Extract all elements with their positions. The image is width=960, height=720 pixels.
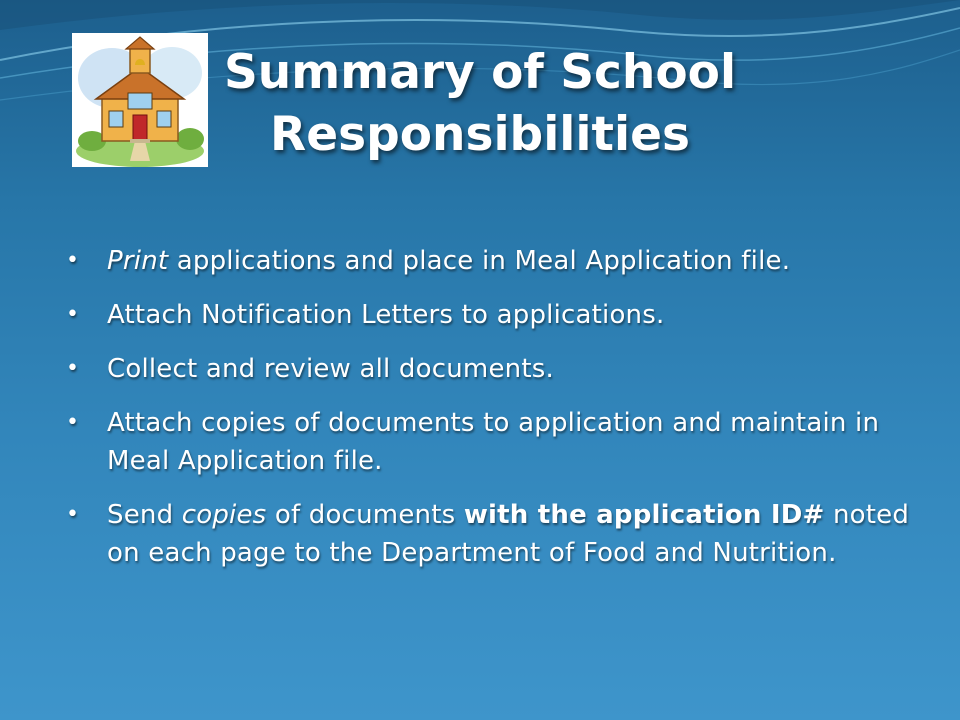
bullet-5-part-1: Send: [107, 500, 182, 530]
bullet-1-text: applications and place in Meal Application file.: [168, 246, 791, 276]
bullet-5-italic: copies: [181, 500, 267, 530]
bullet-4-text: Attach copies of documents to application and maintain in Meal Application file.: [107, 408, 880, 476]
title-line-1: Summary of School: [223, 45, 737, 100]
bullet-item: [64, 404, 914, 480]
bullet-item: [64, 242, 914, 280]
bullet-dot: •: [66, 356, 80, 381]
bullet-1-italic: Print: [107, 246, 169, 276]
bullet-3-text: Collect and review all documents.: [107, 354, 554, 384]
bullet-item: [64, 350, 914, 388]
slide-title: [215, 42, 745, 166]
bullet-dot: •: [66, 410, 80, 435]
title-line-2: Responsibilities: [270, 107, 690, 162]
bullet-item: [64, 296, 914, 334]
bullet-5-bold: with the application ID#: [463, 500, 825, 530]
bullet-item: [64, 496, 914, 572]
schoolhouse-icon: [72, 33, 208, 167]
bullet-5-part-2: of documents: [266, 500, 464, 530]
bullet-2-text: Attach Notification Letters to applications.: [107, 300, 665, 330]
bullet-dot: •: [66, 302, 80, 327]
schoolhouse-logo: [72, 33, 208, 167]
bullet-5-part-3: noted on each page to the Department of Food and Nutrition.: [107, 500, 910, 568]
bullet-list: [64, 242, 914, 588]
bullet-dot: •: [66, 502, 80, 527]
bullet-dot: •: [66, 248, 80, 273]
